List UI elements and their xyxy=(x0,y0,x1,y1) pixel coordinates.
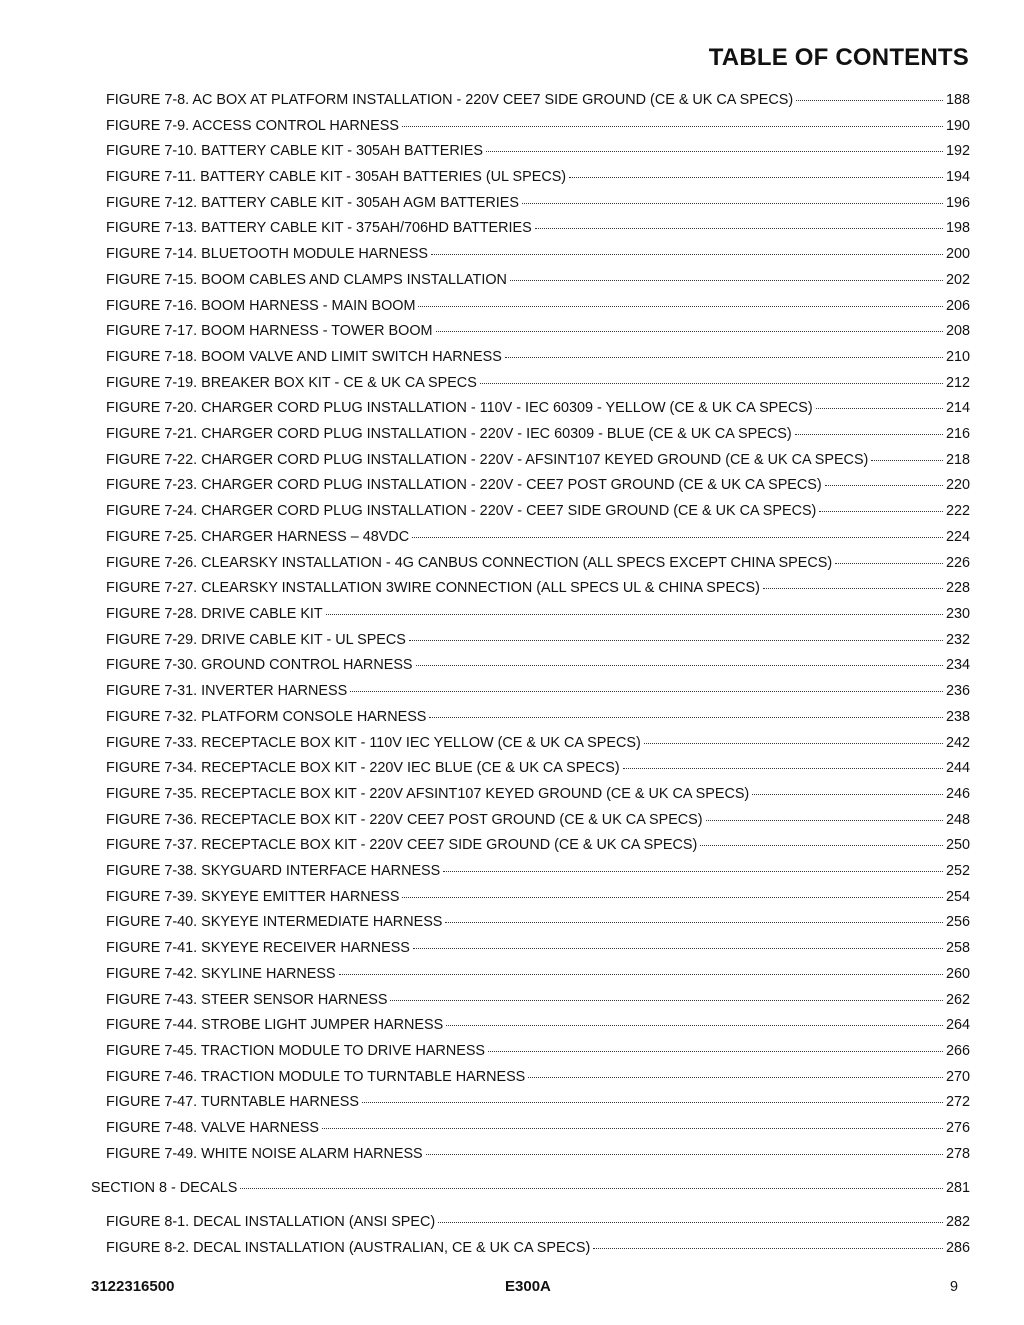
toc-entry-page-number: 270 xyxy=(945,1069,970,1085)
toc-figure-entry[interactable] xyxy=(106,399,970,417)
toc-entry-title: FIGURE 7-26. CLEARSKY INSTALLATION - 4G CANBUS CONNECTION (ALL SPECS EXCEPT CHINA SPECS) xyxy=(106,555,833,571)
toc-figure-entry[interactable] xyxy=(106,1239,970,1257)
toc-figure-entry[interactable] xyxy=(106,965,970,983)
toc-dot-leader xyxy=(350,690,943,692)
toc-entry-page-number: 222 xyxy=(945,503,970,519)
toc-figure-entry[interactable] xyxy=(106,1119,970,1137)
toc-dot-leader xyxy=(535,227,943,229)
toc-figure-entry[interactable] xyxy=(106,682,970,700)
toc-figure-entry[interactable] xyxy=(106,708,970,726)
toc-entry-page-number: 200 xyxy=(945,246,970,262)
toc-entry-title: FIGURE 7-13. BATTERY CABLE KIT - 375AH/706HD BATTERIES xyxy=(106,220,532,236)
toc-figure-entry[interactable] xyxy=(106,194,970,212)
toc-entry-page-number: 250 xyxy=(945,837,970,853)
toc-dot-leader xyxy=(326,613,943,615)
toc-entry-title: FIGURE 7-17. BOOM HARNESS - TOWER BOOM xyxy=(106,323,433,339)
toc-dot-leader xyxy=(339,973,943,975)
toc-entry-page-number: 210 xyxy=(945,349,970,365)
toc-entry-page-number: 232 xyxy=(945,632,970,648)
toc-entry-title: SECTION 8 - DECALS xyxy=(91,1180,238,1196)
toc-dot-leader xyxy=(796,99,943,101)
toc-entry-title: FIGURE 7-34. RECEPTACLE BOX KIT - 220V IEC BLUE (CE & UK CA SPECS) xyxy=(106,760,620,776)
toc-dot-leader xyxy=(409,639,943,641)
toc-dot-leader xyxy=(445,921,943,923)
toc-entry-title: FIGURE 7-16. BOOM HARNESS - MAIN BOOM xyxy=(106,298,416,314)
toc-entry-page-number: 196 xyxy=(945,195,970,211)
toc-entry-page-number: 242 xyxy=(945,735,970,751)
toc-figure-entry[interactable] xyxy=(106,425,970,443)
toc-figure-entry[interactable] xyxy=(106,502,970,520)
toc-dot-leader xyxy=(825,484,943,486)
toc-entry-title: FIGURE 7-9. ACCESS CONTROL HARNESS xyxy=(106,118,399,134)
toc-entry-page-number: 212 xyxy=(945,375,970,391)
toc-dot-leader xyxy=(763,587,943,589)
toc-figure-entry[interactable] xyxy=(106,91,970,109)
toc-figure-entry[interactable] xyxy=(106,656,970,674)
toc-dot-leader xyxy=(390,999,943,1001)
toc-entry-title: FIGURE 7-10. BATTERY CABLE KIT - 305AH BATTERIES xyxy=(106,143,483,159)
toc-entry-title: FIGURE 7-37. RECEPTACLE BOX KIT - 220V CEE7 SIDE GROUND (CE & UK CA SPECS) xyxy=(106,837,698,853)
toc-entry-page-number: 266 xyxy=(945,1043,970,1059)
toc-figure-entry[interactable] xyxy=(106,142,970,160)
footer-model: E300A xyxy=(505,1278,551,1295)
toc-figure-entry[interactable] xyxy=(106,939,970,957)
toc-figure-entry[interactable] xyxy=(106,862,970,880)
toc-dot-leader xyxy=(623,767,943,769)
toc-figure-entry[interactable] xyxy=(106,605,970,623)
toc-entry-page-number: 276 xyxy=(945,1120,970,1136)
toc-dot-leader xyxy=(322,1127,943,1129)
toc-figure-entry[interactable] xyxy=(106,322,970,340)
toc-entry-page-number: 206 xyxy=(945,298,970,314)
toc-dot-leader xyxy=(593,1247,943,1249)
toc-entry-title: FIGURE 7-39. SKYEYE EMITTER HARNESS xyxy=(106,889,400,905)
toc-dot-leader xyxy=(835,562,943,564)
toc-entry-title: FIGURE 7-44. STROBE LIGHT JUMPER HARNESS xyxy=(106,1017,444,1033)
page-title: TABLE OF CONTENTS xyxy=(708,44,969,71)
toc-figure-entry[interactable] xyxy=(106,991,970,1009)
toc-entry-title: FIGURE 7-40. SKYEYE INTERMEDIATE HARNESS xyxy=(106,914,443,930)
toc-entry-title: FIGURE 8-2. DECAL INSTALLATION (AUSTRALIAN, CE & UK CA SPECS) xyxy=(106,1240,591,1256)
toc-dot-leader xyxy=(816,407,943,409)
toc-figure-entry[interactable] xyxy=(106,554,970,572)
toc-dot-leader xyxy=(488,1050,943,1052)
toc-dot-leader xyxy=(528,1076,943,1078)
toc-entry-page-number: 272 xyxy=(945,1094,970,1110)
toc-entry-page-number: 244 xyxy=(945,760,970,776)
toc-entry-title: FIGURE 7-29. DRIVE CABLE KIT - UL SPECS xyxy=(106,632,406,648)
toc-dot-leader xyxy=(436,330,943,332)
toc-dot-leader xyxy=(486,150,943,152)
toc-entry-page-number: 214 xyxy=(945,400,970,416)
toc-dot-leader xyxy=(819,510,943,512)
toc-dot-leader xyxy=(426,1153,943,1155)
toc-entry-title: FIGURE 7-21. CHARGER CORD PLUG INSTALLATION - 220V - IEC 60309 - BLUE (CE & UK CA SPECS) xyxy=(106,426,792,442)
toc-entry-page-number: 188 xyxy=(945,92,970,108)
toc-entry-title: FIGURE 7-48. VALVE HARNESS xyxy=(106,1120,319,1136)
toc-entry-page-number: 281 xyxy=(945,1180,970,1196)
toc-entry-title: FIGURE 7-38. SKYGUARD INTERFACE HARNESS xyxy=(106,863,441,879)
toc-entry-page-number: 258 xyxy=(945,940,970,956)
toc-entry-page-number: 286 xyxy=(945,1240,970,1256)
toc-figure-entry[interactable] xyxy=(106,1213,970,1231)
toc-entry-title: FIGURE 7-49. WHITE NOISE ALARM HARNESS xyxy=(106,1146,423,1162)
toc-figure-entry[interactable] xyxy=(106,271,970,289)
footer-doc-number: 3122316500 xyxy=(91,1278,175,1295)
toc-entry-title: FIGURE 7-28. DRIVE CABLE KIT xyxy=(106,606,323,622)
toc-entry-page-number: 254 xyxy=(945,889,970,905)
toc-dot-leader xyxy=(362,1101,943,1103)
toc-entry-title: FIGURE 7-41. SKYEYE RECEIVER HARNESS xyxy=(106,940,410,956)
toc-dot-leader xyxy=(505,356,943,358)
toc-figure-entry[interactable] xyxy=(106,759,970,777)
toc-entry-page-number: 216 xyxy=(945,426,970,442)
toc-entry-page-number: 252 xyxy=(945,863,970,879)
toc-entry-page-number: 282 xyxy=(945,1214,970,1230)
toc-entry-page-number: 228 xyxy=(945,580,970,596)
toc-entry-title: FIGURE 7-36. RECEPTACLE BOX KIT - 220V CEE7 POST GROUND (CE & UK CA SPECS) xyxy=(106,812,703,828)
toc-dot-leader xyxy=(438,1221,943,1223)
toc-figure-entry[interactable] xyxy=(106,1042,970,1060)
toc-entry-title: FIGURE 7-42. SKYLINE HARNESS xyxy=(106,966,336,982)
toc-dot-leader xyxy=(416,664,943,666)
toc-entry-title: FIGURE 7-23. CHARGER CORD PLUG INSTALLATION - 220V - CEE7 POST GROUND (CE & UK CA SPECS) xyxy=(106,477,822,493)
toc-entry-page-number: 260 xyxy=(945,966,970,982)
toc-entry-page-number: 220 xyxy=(945,477,970,493)
toc-entry-title: FIGURE 7-20. CHARGER CORD PLUG INSTALLATION - 110V - IEC 60309 - YELLOW (CE & UK CA SPECS) xyxy=(106,400,813,416)
toc-entry-title: FIGURE 7-30. GROUND CONTROL HARNESS xyxy=(106,657,413,673)
toc-figure-entry[interactable] xyxy=(106,528,970,546)
toc-entry-page-number: 248 xyxy=(945,812,970,828)
toc-dot-leader xyxy=(240,1187,943,1189)
toc-figure-entry[interactable] xyxy=(106,168,970,186)
toc-dot-leader xyxy=(431,253,943,255)
toc-entry-title: FIGURE 7-12. BATTERY CABLE KIT - 305AH AGM BATTERIES xyxy=(106,195,519,211)
toc-dot-leader xyxy=(700,844,943,846)
footer-page-number: 9 xyxy=(949,1279,958,1295)
toc-figure-entry[interactable] xyxy=(106,888,970,906)
toc-figure-entry[interactable] xyxy=(106,579,970,597)
toc-dot-leader xyxy=(644,742,943,744)
toc-figure-entry[interactable] xyxy=(106,219,970,237)
toc-dot-leader xyxy=(402,125,943,127)
toc-dot-leader xyxy=(446,1024,943,1026)
toc-entry-page-number: 202 xyxy=(945,272,970,288)
toc-dot-leader xyxy=(510,279,943,281)
toc-dot-leader xyxy=(443,870,943,872)
toc-entry-title: FIGURE 7-15. BOOM CABLES AND CLAMPS INSTALLATION xyxy=(106,272,507,288)
toc-figure-entry[interactable] xyxy=(106,117,970,135)
toc-dot-leader xyxy=(429,716,943,718)
toc-figure-entry[interactable] xyxy=(106,913,970,931)
toc-entry-title: FIGURE 7-14. BLUETOOTH MODULE HARNESS xyxy=(106,246,428,262)
toc-dot-leader xyxy=(522,202,943,204)
toc-entry-title: FIGURE 7-45. TRACTION MODULE TO DRIVE HARNESS xyxy=(106,1043,486,1059)
toc-entry-page-number: 198 xyxy=(945,220,970,236)
toc-entry-title: FIGURE 7-18. BOOM VALVE AND LIMIT SWITCH HARNESS xyxy=(106,349,502,365)
toc-entry-title: FIGURE 8-1. DECAL INSTALLATION (ANSI SPEC) xyxy=(106,1214,436,1230)
toc-entry-title: FIGURE 7-24. CHARGER CORD PLUG INSTALLATION - 220V - CEE7 SIDE GROUND (CE & UK CA SPECS) xyxy=(106,503,817,519)
toc-entry-page-number: 230 xyxy=(945,606,970,622)
toc-entry-title: FIGURE 7-35. RECEPTACLE BOX KIT - 220V AFSINT107 KEYED GROUND (CE & UK CA SPECS) xyxy=(106,786,750,802)
toc-figure-entry[interactable] xyxy=(106,734,970,752)
toc-figure-entry[interactable] xyxy=(106,1016,970,1034)
toc-entry-title: FIGURE 7-19. BREAKER BOX KIT - CE & UK CA SPECS xyxy=(106,375,477,391)
toc-dot-leader xyxy=(871,459,943,461)
toc-entry-title: FIGURE 7-33. RECEPTACLE BOX KIT - 110V IEC YELLOW (CE & UK CA SPECS) xyxy=(106,735,641,751)
toc-entry-page-number: 192 xyxy=(945,143,970,159)
toc-entry-page-number: 194 xyxy=(945,169,970,185)
toc-dot-leader xyxy=(402,896,943,898)
toc-entry-page-number: 256 xyxy=(945,914,970,930)
toc-dot-leader xyxy=(412,536,943,538)
toc-entry-page-number: 238 xyxy=(945,709,970,725)
toc-dot-leader xyxy=(418,305,943,307)
toc-entry-title: FIGURE 7-46. TRACTION MODULE TO TURNTABLE HARNESS xyxy=(106,1069,526,1085)
toc-figure-entry[interactable] xyxy=(106,348,970,366)
toc-entry-page-number: 246 xyxy=(945,786,970,802)
toc-dot-leader xyxy=(480,382,943,384)
toc-entry-title: FIGURE 7-11. BATTERY CABLE KIT - 305AH BATTERIES (UL SPECS) xyxy=(106,169,567,185)
toc-entry-page-number: 208 xyxy=(945,323,970,339)
toc-entry-page-number: 236 xyxy=(945,683,970,699)
toc-entry-title: FIGURE 7-47. TURNTABLE HARNESS xyxy=(106,1094,359,1110)
toc-figure-entry[interactable] xyxy=(106,631,970,649)
toc-figure-entry[interactable] xyxy=(106,811,970,829)
toc-figure-entry[interactable] xyxy=(106,245,970,263)
toc-figure-entry[interactable] xyxy=(106,374,970,392)
toc-entry-page-number: 278 xyxy=(945,1146,970,1162)
toc-dot-leader xyxy=(413,947,943,949)
toc-entry-page-number: 234 xyxy=(945,657,970,673)
toc-dot-leader xyxy=(569,176,943,178)
toc-entry-page-number: 262 xyxy=(945,992,970,1008)
toc-entry-title: FIGURE 7-43. STEER SENSOR HARNESS xyxy=(106,992,388,1008)
toc-figure-entry[interactable] xyxy=(106,785,970,803)
toc-entry-title: FIGURE 7-32. PLATFORM CONSOLE HARNESS xyxy=(106,709,427,725)
toc-entry-page-number: 226 xyxy=(945,555,970,571)
toc-entry-title: FIGURE 7-27. CLEARSKY INSTALLATION 3WIRE CONNECTION (ALL SPECS UL & CHINA SPECS) xyxy=(106,580,760,596)
toc-entry-title: FIGURE 7-25. CHARGER HARNESS – 48VDC xyxy=(106,529,410,545)
toc-figure-entry[interactable] xyxy=(106,297,970,315)
toc-entry-title: FIGURE 7-22. CHARGER CORD PLUG INSTALLATION - 220V - AFSINT107 KEYED GROUND (CE & UK CA SPECS) xyxy=(106,452,869,468)
toc-entry-page-number: 224 xyxy=(945,529,970,545)
toc-section-entry[interactable] xyxy=(91,1179,970,1197)
toc-entry-page-number: 264 xyxy=(945,1017,970,1033)
toc-figure-entry[interactable] xyxy=(106,836,970,854)
toc-dot-leader xyxy=(706,819,943,821)
toc-entry-page-number: 190 xyxy=(945,118,970,134)
toc-figure-entry[interactable] xyxy=(106,1145,970,1163)
toc-dot-leader xyxy=(795,433,943,435)
toc-entry-title: FIGURE 7-8. AC BOX AT PLATFORM INSTALLATION - 220V CEE7 SIDE GROUND (CE & UK CA SPECS) xyxy=(106,92,794,108)
toc-entry-page-number: 218 xyxy=(945,452,970,468)
toc-entry-title: FIGURE 7-31. INVERTER HARNESS xyxy=(106,683,348,699)
toc-figure-entry[interactable] xyxy=(106,1093,970,1111)
toc-figure-entry[interactable] xyxy=(106,1068,970,1086)
toc-figure-entry[interactable] xyxy=(106,451,970,469)
toc-figure-entry[interactable] xyxy=(106,476,970,494)
toc-dot-leader xyxy=(752,793,943,795)
